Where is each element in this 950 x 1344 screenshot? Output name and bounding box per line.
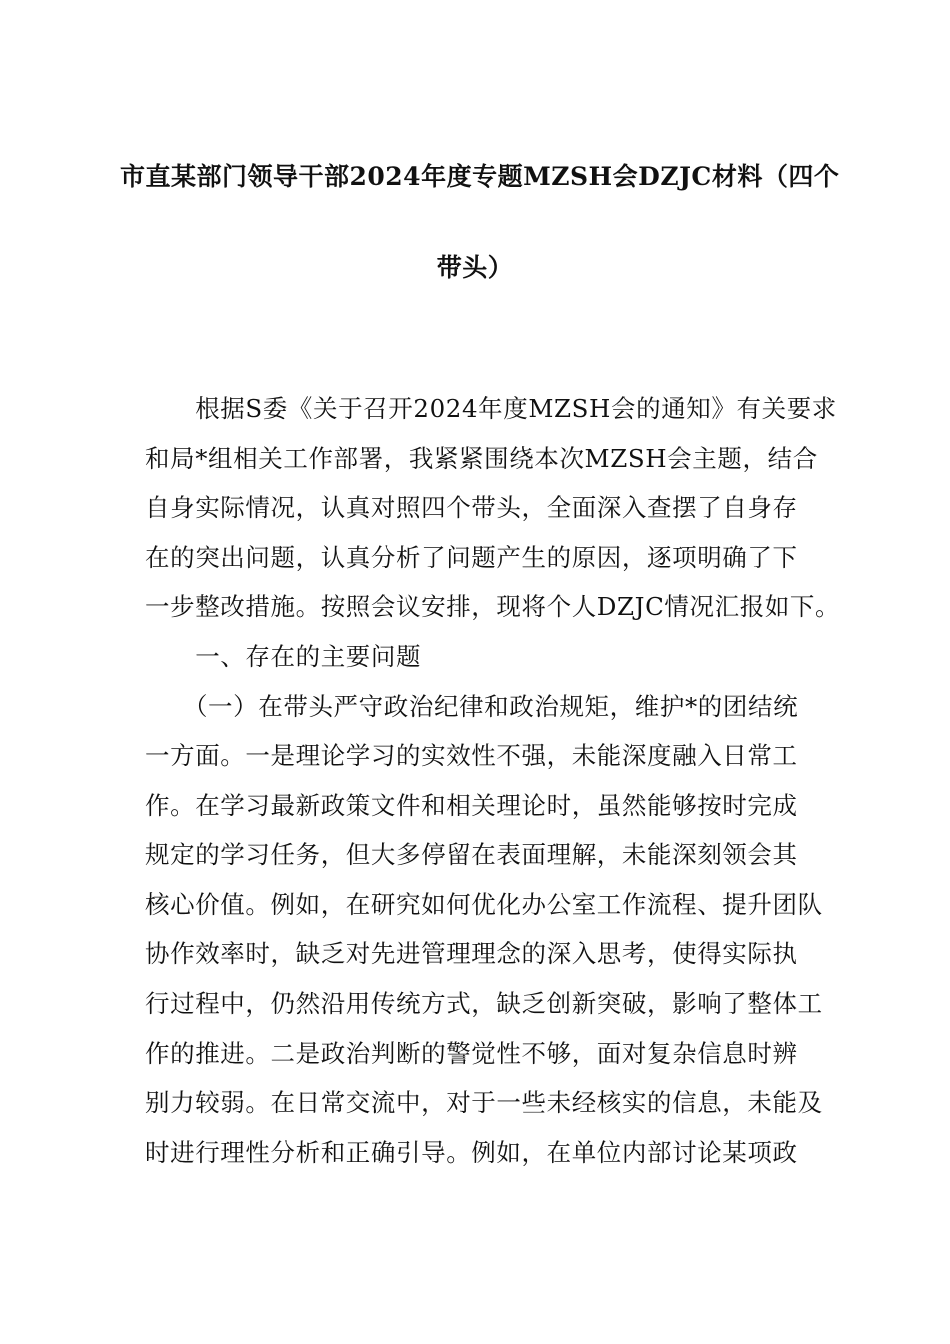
body-line-1: 根据S委《关于召开2024年度MZSH会的通知》有关要求 xyxy=(145,394,837,423)
body-line-4: 在的突出问题，认真分析了问题产生的原因，逐项明确了下 xyxy=(145,543,798,572)
body-line-8: 一方面。一是理论学习的实效性不强，未能深度融入日常工 xyxy=(145,741,798,770)
body-line-13: 行过程中，仍然沿用传统方式，缺乏创新突破，影响了整体工 xyxy=(145,989,823,1018)
body-line-5: 一步整改措施。按照会议安排，现将个人DZJC情况汇报如下。 xyxy=(145,592,841,621)
body-line-3: 自身实际情况，认真对照四个带头，全面深入查摆了自身存 xyxy=(145,493,798,522)
body-line-10: 规定的学习任务，但大多停留在表面理解，未能深刻领会其 xyxy=(145,840,798,869)
document-title-line-1: 市直某部门领导干部2024年度专题MZSH会DZJC材料（四个 xyxy=(120,162,840,191)
body-line-11: 核心价值。例如，在研究如何优化办公室工作流程、提升团队 xyxy=(145,890,823,919)
body-line-9: 作。在学习最新政策文件和相关理论时，虽然能够按时完成 xyxy=(145,791,798,820)
body-line-12: 协作效率时，缺乏对先进管理理念的深入思考，使得实际执 xyxy=(145,939,798,968)
body-line-2: 和局*组相关工作部署，我紧紧围绕本次MZSH会主题，结合 xyxy=(145,444,818,473)
body-line-15: 别力较弱。在日常交流中，对于一些未经核实的信息，未能及 xyxy=(145,1088,823,1117)
section-heading-1: 一、存在的主要问题 xyxy=(145,642,422,671)
body-line-16: 时进行理性分析和正确引导。例如，在单位内部讨论某项政 xyxy=(145,1138,798,1167)
body-line-7: （一）在带头严守政治纪律和政治规矩，维护*的团结统 xyxy=(145,692,799,721)
body-line-14: 作的推进。二是政治判断的警觉性不够，面对复杂信息时辨 xyxy=(145,1039,798,1068)
document-title-line-2: 带头） xyxy=(436,253,514,282)
